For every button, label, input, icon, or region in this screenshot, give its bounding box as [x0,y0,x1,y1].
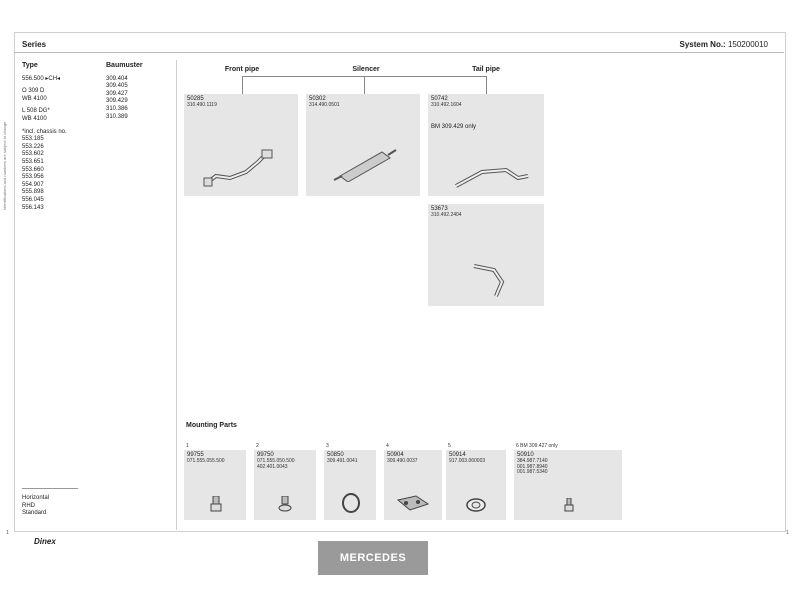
connector-tick [364,76,365,94]
part-card-tail-pipe[interactable] [428,94,544,196]
type-line: 553.185 [22,136,44,143]
silencer-icon [332,146,398,182]
mounting-card[interactable] [384,450,442,520]
type-line: 553.651 [22,158,44,165]
part-number: 50742 [431,96,448,102]
part-reference-line: 001.987.5340 [517,469,548,475]
connector-tick [242,76,243,94]
part-card-tail-pipe-alt[interactable] [428,204,544,306]
legend [22,488,78,518]
connector-tick [486,76,487,94]
baumuster-line: 309.427 [106,90,128,97]
front-pipe-icon [202,142,282,188]
system-number-label: System No.: [679,40,726,49]
part-reference: 310.492.2404 [431,212,462,218]
type-line: 556.143 [22,204,44,211]
type-heading: Type [22,62,38,69]
front-pipe-title: Front pipe [224,66,260,73]
part-number: 50850 [327,452,344,458]
baumuster-list [106,76,143,122]
type-line: O 309 D [22,88,45,95]
mounting-card[interactable] [254,450,316,520]
series-label: Series [22,40,47,49]
baumuster-line: 309.429 [106,98,128,105]
mounting-index: 1 [186,443,189,449]
part-reference: 917.003.060003 [449,458,486,464]
clamp-icon [340,490,362,514]
nut-icon [278,496,292,512]
make-banner: MERCEDES [318,541,428,575]
type-line: WB 4100 [22,95,47,102]
tail-pipe-alt-icon [468,260,518,302]
baumuster-line: 309.404 [106,75,128,82]
baumuster-line: 309.405 [106,83,128,90]
mounting-index: 6 BM 309.427 only [516,443,558,449]
mounting-card[interactable] [324,450,376,520]
part-number: 50285 [187,96,204,102]
brand-logo: Dinex [34,537,56,546]
bolt-icon [210,496,222,512]
part-number: 50910 [517,452,534,458]
baumuster-line: 310.389 [106,113,128,120]
part-reference-line: 071.555.050.500 [257,458,295,464]
header-rule [14,52,784,53]
column-divider [176,60,177,530]
type-line: *incl. chassis no. [22,128,67,135]
mounting-parts-title: Mounting Parts [186,422,237,429]
part-number: 50914 [449,452,466,458]
tail-pipe-title: Tail pipe [472,66,500,73]
type-line: 553.660 [22,166,44,173]
part-number: 99755 [187,452,204,458]
silencer-title: Silencer [352,66,380,73]
mounting-index: 4 [386,443,389,449]
gasket-icon [466,498,486,512]
system-number-value: 150200010 [727,40,768,49]
type-line: 553.602 [22,151,44,158]
baumuster-line: 310.386 [106,105,128,112]
side-disclaimer: Identifications and numbers are subject to change [2,121,7,210]
type-list [22,76,67,213]
mounting-index: 3 [326,443,329,449]
legend-item: Horizontal [22,495,50,501]
type-line: WB 4100 [22,115,47,122]
page-number-left: 1 [6,530,9,536]
type-line: 553.956 [22,174,44,181]
part-reference-line: 384.987.7140 [517,458,548,464]
part-card-front-pipe[interactable] [184,94,298,196]
part-reference: 310.490.1119 [187,102,217,108]
type-line: 556.045 [22,196,44,203]
part-reference: 310.492.1604 [431,102,462,108]
page-number-right: 1 [786,530,789,536]
part-number: 53673 [431,206,448,212]
legend-item: Standard [22,510,47,517]
part-reference-line: 001.987.8940 [517,463,548,470]
baumuster-column [106,62,143,121]
bolt-icon [564,498,574,512]
part-reference: 309.490.0037 [387,458,418,464]
system-number [679,40,768,49]
part-number: 50302 [309,96,326,102]
part-reference: 309.491.0041 [327,458,358,464]
legend-item: RHD [22,502,35,509]
mounting-index: 2 [256,443,259,449]
rubber-mount-icon [396,494,430,514]
type-line: 554.907 [22,181,44,188]
type-line: 556.500 ▸CH◂ [22,75,61,82]
mounting-card[interactable] [514,450,622,520]
type-line: 553.226 [22,143,44,150]
part-note: BM 309.429 only [431,124,477,130]
type-column [22,62,67,212]
tail-pipe-icon [452,158,532,190]
part-number: 50904 [387,452,404,458]
baumuster-heading: Baumuster [106,62,143,69]
type-line: 555.898 [22,189,44,196]
part-reference: 314.490.0501 [309,102,340,108]
mounting-index: 5 [448,443,451,449]
part-reference [517,459,548,476]
part-number: 99750 [257,452,274,458]
part-card-silencer[interactable] [306,94,420,196]
part-reference-line: 402.401.0043 [257,463,288,470]
mounting-card[interactable] [446,450,506,520]
part-reference: 071.555.055.500 [187,458,225,464]
type-line: L 508 DG* [22,108,50,115]
part-reference [257,459,295,470]
mounting-card[interactable] [184,450,246,520]
